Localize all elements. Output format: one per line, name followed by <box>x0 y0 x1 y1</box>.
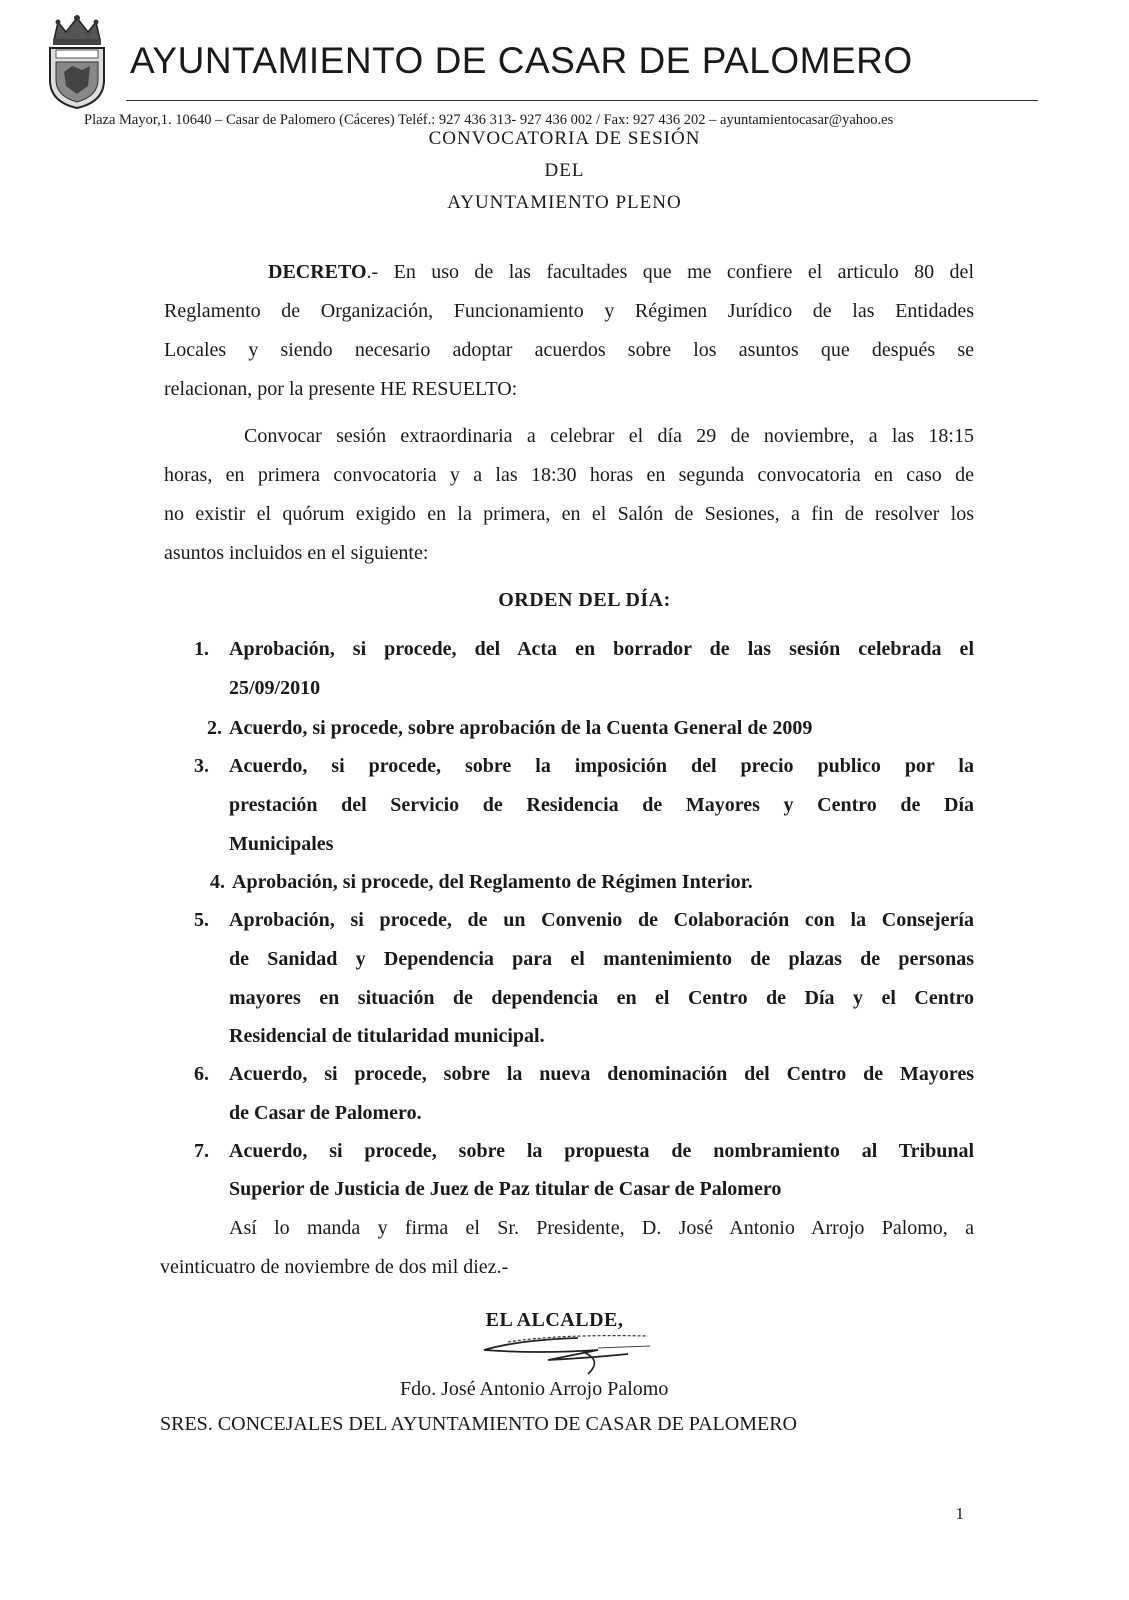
agenda-item-2-text-1: Acuerdo, si procede, sobre aprobación de la Cuenta General de 2009 <box>229 717 813 739</box>
agenda-item-1-line-1 <box>194 637 974 661</box>
doc-title-line-2: DEL <box>544 160 585 181</box>
agenda-item-5-line-2: de Sanidad y Dependencia para el mantenimiento de plazas de personas <box>229 948 974 970</box>
agenda-heading: ORDEN DEL DÍA: <box>498 589 671 611</box>
recipients-line: SRES. CONCEJALES DEL AYUNTAMIENTO DE CASAR DE PALOMERO <box>160 1413 797 1435</box>
agenda-item-5-line-4: Residencial de titularidad municipal. <box>229 1025 545 1047</box>
agenda-item-5-line-1 <box>194 908 974 932</box>
agenda-item-7-number: 7. <box>194 1140 209 1162</box>
decree-line-1-text: .- En uso de las facultades que me confiere el articulo 80 del <box>366 261 974 283</box>
agenda-item-7-text-1: Acuerdo, si procede, sobre la propuesta de nombramiento al Tribunal <box>229 1140 974 1162</box>
municipality-header-title: AYUNTAMIENTO DE CASAR DE PALOMERO <box>130 40 913 81</box>
convocation-line-2: horas, en primera convocatoria y a las 18:30 horas en segunda convocatoria en caso de <box>164 464 974 486</box>
closing-line-2: veinticuatro de noviembre de dos mil diez.- <box>160 1256 509 1278</box>
agenda-item-5-number: 5. <box>194 909 209 931</box>
decree-label: DECRETO <box>268 261 367 283</box>
decree-line-4: relacionan, por la presente HE RESUELTO: <box>164 378 518 400</box>
agenda-item-5-text-1: Aprobación, si procede, de un Convenio de Colaboración con la Consejería <box>229 909 974 931</box>
agenda-item-3-line-2: prestación del Servicio de Residencia de Mayores y Centro de Día <box>229 794 974 816</box>
header-divider <box>126 100 1038 101</box>
agenda-item-4-number: 4. <box>210 871 225 893</box>
convocation-line-4: asuntos incluidos en el siguiente: <box>164 542 429 564</box>
agenda-item-3-line-1 <box>194 754 974 778</box>
agenda-item-4-line-1 <box>210 870 977 894</box>
decree-line-3: Locales y siendo necesario adoptar acuerdos sobre los asuntos que después se <box>164 339 974 361</box>
agenda-item-2-line-1 <box>207 716 974 740</box>
agenda-item-5-line-3: mayores en situación de dependencia en el Centro de Día y el Centro <box>229 987 974 1009</box>
agenda-item-6-line-2: de Casar de Palomero. <box>229 1102 422 1124</box>
signature-signed-by: Fdo. José Antonio Arrojo Palomo <box>400 1378 669 1400</box>
page-number: 1 <box>955 1504 964 1523</box>
agenda-item-7-line-1 <box>194 1139 974 1163</box>
decree-line-2: Reglamento de Organización, Funcionamiento y Régimen Jurídico de las Entidades <box>164 300 974 322</box>
agenda-item-3-text-1: Acuerdo, si procede, sobre la imposición del precio publico por la <box>229 755 974 777</box>
agenda-item-4-text-1: Aprobación, si procede, del Reglamento de Régimen Interior. <box>232 871 753 893</box>
decree-line-1 <box>268 260 974 284</box>
convocation-line-3: no existir el quórum exigido en la primera, en el Salón de Sesiones, a fin de resolver los <box>164 503 974 525</box>
agenda-item-7-line-2: Superior de Justicia de Juez de Paz titular de Casar de Palomero <box>229 1178 782 1200</box>
agenda-item-1-text-1: Aprobación, si procede, del Acta en borrador de las sesión celebrada el <box>229 638 974 660</box>
handwritten-signature-icon <box>478 1330 660 1378</box>
agenda-item-3-line-3: Municipales <box>229 833 334 855</box>
signature-role: EL ALCALDE, <box>485 1309 624 1331</box>
doc-title-line-3: AYUNTAMIENTO PLENO <box>447 192 682 213</box>
agenda-item-6-line-1 <box>194 1062 974 1086</box>
doc-title-line-1: CONVOCATORIA DE SESIÓN <box>428 128 701 149</box>
municipality-address: Plaza Mayor,1. 10640 – Casar de Palomero (Cáceres) Teléf.: 927 436 313- 927 436 002 / Fax: 927 436 202 – ayuntamientocasar@yahoo.es <box>84 112 894 128</box>
agenda-item-2-number: 2. <box>207 717 222 739</box>
agenda-item-6-text-1: Acuerdo, si procede, sobre la nueva denominación del Centro de Mayores <box>229 1063 974 1085</box>
agenda-item-3-number: 3. <box>194 755 209 777</box>
agenda-item-1-line-2: 25/09/2010 <box>229 677 321 699</box>
coat-of-arms-icon <box>44 12 110 110</box>
closing-line-1: Así lo manda y firma el Sr. Presidente, D. José Antonio Arrojo Palomo, a <box>229 1217 974 1239</box>
agenda-item-6-number: 6. <box>194 1063 209 1085</box>
convocation-line-1: Convocar sesión extraordinaria a celebrar el día 29 de noviembre, a las 18:15 <box>244 425 974 447</box>
agenda-item-1-number: 1. <box>194 638 209 660</box>
